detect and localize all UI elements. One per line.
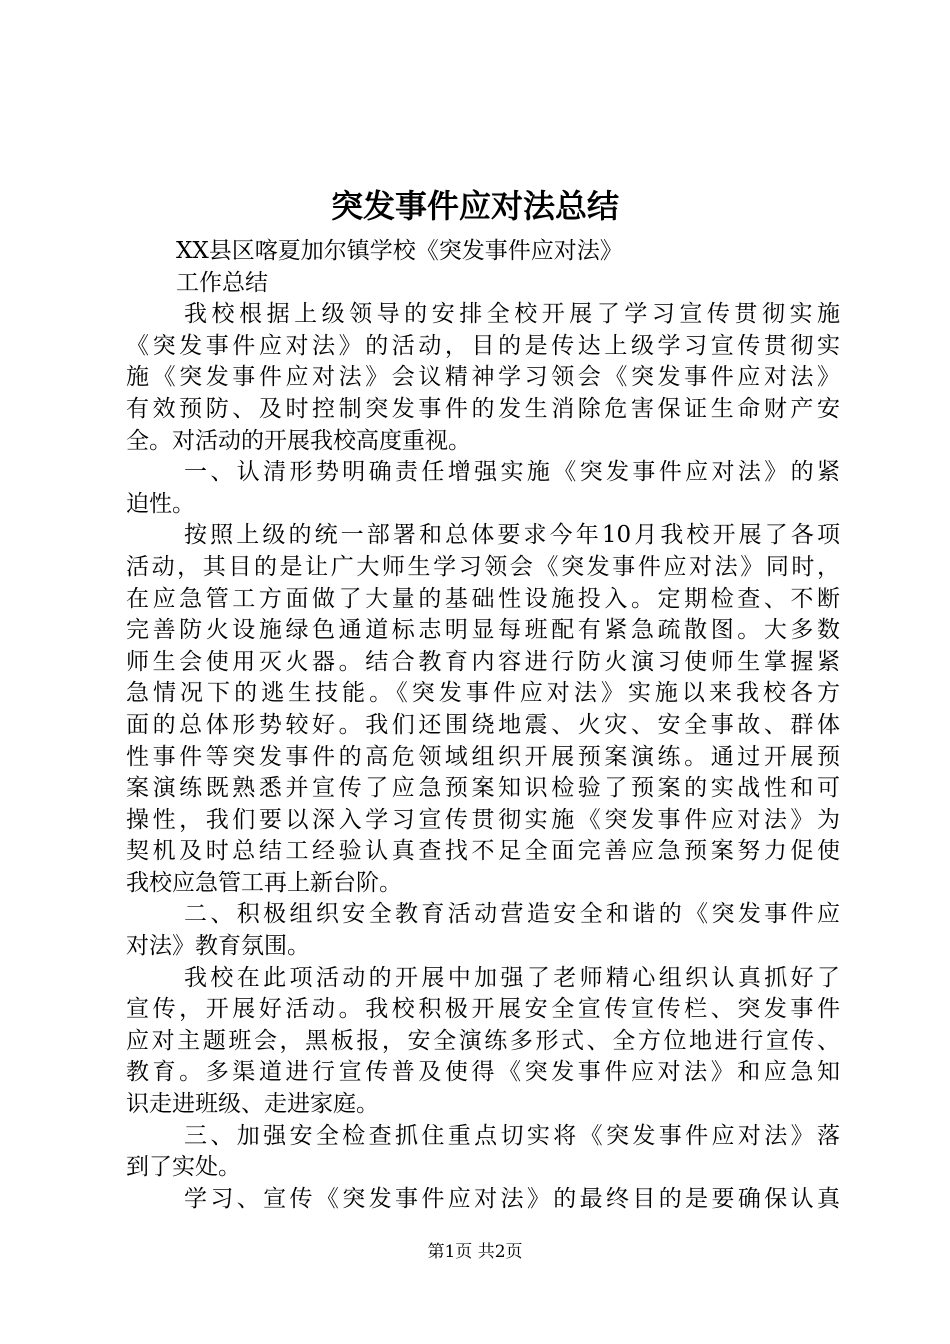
paragraph-line: 契机及时总结工经验认真查找不足全面完善应急预案努力促使 bbox=[126, 838, 840, 865]
paragraph-line: 宣传，开展好活动。我校积极开展安全宣传宣传栏、突发事件 bbox=[126, 996, 840, 1023]
paragraph-intro bbox=[126, 299, 840, 457]
paragraph-line: 我校在此项活动的开展中加强了老师精心组织认真抓好了 bbox=[184, 964, 840, 991]
paragraph-line: 案演练既熟悉并宣传了应急预案知识检验了预案的实战性和可 bbox=[126, 775, 840, 802]
paragraph-line: 按照上级的统一部署和总体要求今年10月我校开展了各项 bbox=[184, 522, 840, 549]
paragraph-line: 师生会使用灭火器。结合教育内容进行防火演习使师生掌握紧 bbox=[126, 648, 840, 675]
paragraph-line: 有效预防、及时控制突发事件的发生消除危害保证生命财产安 bbox=[126, 395, 840, 422]
paragraph-line: 操性，我们要以深入学习宣传贯彻实施《突发事件应对法》为 bbox=[126, 806, 840, 833]
paragraph-line: 一、认清形势明确责任增强实施《突发事件应对法》的紧 bbox=[184, 459, 840, 486]
page-footer: 第1页 共2页 bbox=[427, 1242, 523, 1262]
document-title: 突发事件应对法总结 bbox=[330, 187, 619, 225]
section-heading-3 bbox=[126, 1121, 840, 1184]
paragraph-line: 教育。多渠道进行宣传普及使得《突发事件应对法》和应急知 bbox=[126, 1059, 840, 1086]
paragraph-line: 完善防火设施绿色通道标志明显每班配有紧急疏散图。大多数 bbox=[126, 617, 840, 644]
paragraph-line: 我校根据上级领导的安排全校开展了学习宣传贯彻实施 bbox=[184, 301, 840, 328]
paragraph-line: 性事件等突发事件的高危领域组织开展预案演练。通过开展预 bbox=[126, 743, 840, 770]
subtitle bbox=[126, 236, 840, 299]
paragraph-line: 施《突发事件应对法》会议精神学习领会《突发事件应对法》 bbox=[126, 364, 840, 391]
paragraph-line: 应对主题班会，黑板报，安全演练多形式、全方位地进行宣传、 bbox=[126, 1027, 840, 1054]
paragraph-line: 我校应急管工再上新台阶。 bbox=[126, 869, 402, 896]
paragraph-section-3 bbox=[126, 1184, 840, 1216]
paragraph-line: 学习、宣传《突发事件应对法》的最终目的是要确保认真 bbox=[184, 1185, 840, 1212]
paragraph-section-1 bbox=[126, 520, 840, 899]
paragraph-line: 二、积极组织安全教育活动营造安全和谐的《突发事件应 bbox=[184, 901, 840, 928]
paragraph-line: 《突发事件应对法》的活动，目的是传达上级学习宣传贯彻实 bbox=[126, 332, 840, 359]
paragraph-line: 在应急管工方面做了大量的基础性设施投入。定期检查、不断 bbox=[126, 585, 840, 612]
paragraph-line: 全。对活动的开展我校高度重视。 bbox=[126, 427, 471, 454]
subtitle-line: 工作总结 bbox=[176, 269, 268, 296]
paragraph-line: 对法》教育氛围。 bbox=[126, 933, 310, 960]
section-heading-2 bbox=[126, 899, 840, 962]
section-heading-1 bbox=[126, 457, 840, 520]
subtitle-line: XX县区喀夏加尔镇学校《突发事件应对法》 bbox=[176, 238, 623, 264]
paragraph-line: 活动，其目的是让广大师生学习领会《突发事件应对法》同时， bbox=[126, 553, 840, 580]
paragraph-line: 三、加强安全检查抓住重点切实将《突发事件应对法》落 bbox=[184, 1122, 840, 1149]
paragraph-section-2 bbox=[126, 963, 840, 1121]
document-body bbox=[126, 236, 840, 1215]
paragraph-line: 面的总体形势较好。我们还围绕地震、火灾、安全事故、群体 bbox=[126, 711, 840, 738]
paragraph-line: 到了实处。 bbox=[126, 1154, 241, 1181]
paragraph-line: 识走进班级、走进家庭。 bbox=[126, 1091, 379, 1118]
paragraph-line: 迫性。 bbox=[126, 490, 195, 517]
paragraph-line: 急情况下的逃生技能。《突发事件应对法》实施以来我校各方 bbox=[126, 680, 840, 707]
